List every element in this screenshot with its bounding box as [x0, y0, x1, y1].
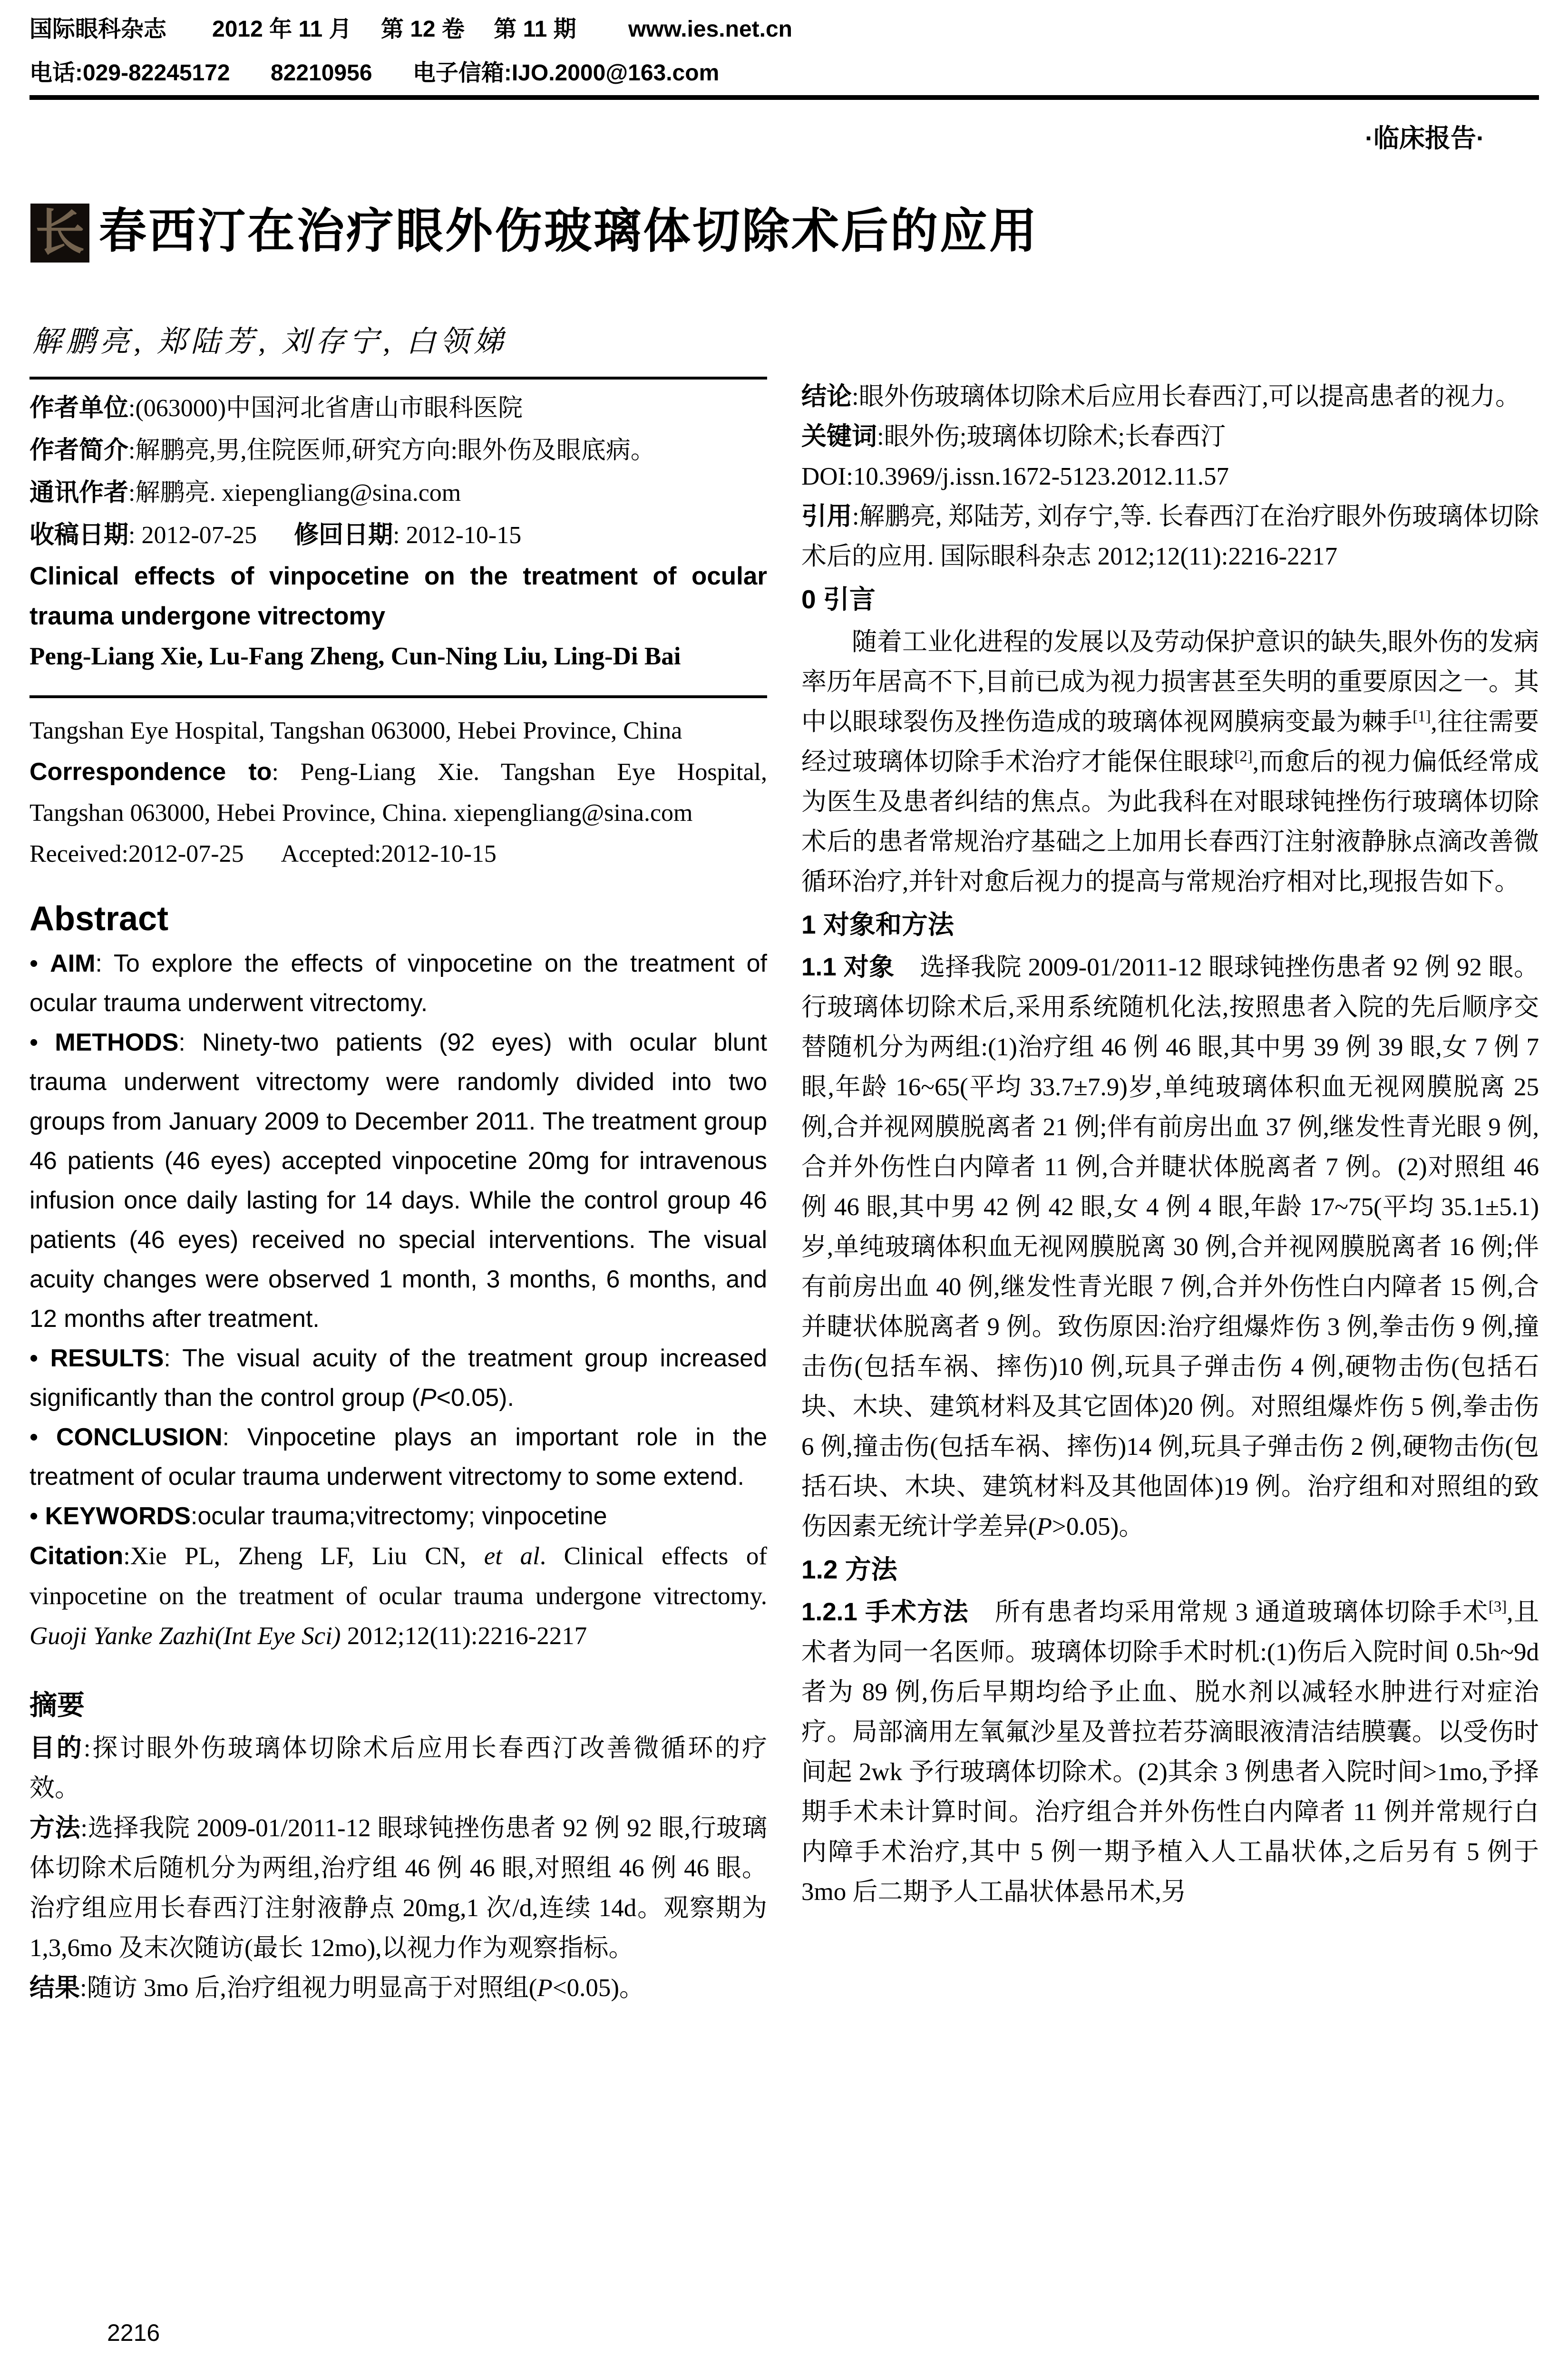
author-bio-cn: 作者简介:解鹏亮,男,住院医师,研究方向:眼外伤及眼底病。: [29, 437, 655, 464]
authors-en: Peng-Liang Xie, Lu-Fang Zheng, Cun-Ning Liu, Ling-Di Bai: [29, 643, 681, 670]
author-affiliation-cn: 作者单位:(063000)中国河北省唐山市眼科医院: [29, 394, 523, 422]
zhaiyao-results: 结果:随访 3mo 后,治疗组视力明显高于对照组(P<0.05)。: [29, 1974, 645, 2002]
zhaiyao-methods: 方法:选择我院 2009-01/2011-12 眼球钝挫伤患者 92 例 92 眼,行玻璃体切除术后随机分为两组,治疗组 46 例 46 眼,对照组 46 例 46 眼。治疗组应用长春西汀注射液静点 20mg,1 次/d,连续 14d。观察期为 1,3,6mo 及末次随访(最长 12mo),以视力作为观察指标。: [29, 1814, 767, 1962]
journal-header: [29, 8, 1539, 95]
conclusion-cn: 结论:眼外伤玻璃体切除术后应用长春西汀,可以提高患者的视力。: [801, 382, 1520, 410]
journal-header-line2: 电话:029-82245172 82210956 电子信箱:IJO.2000@163.com: [29, 60, 720, 86]
surgical-method-paragraph: 1.2.1 手术方法 所有患者均采用常规 3 通道玻璃体切除手术[3],且术者为同一名医师。玻璃体切除手术时机:(1)伤后入院时间 0.5h~9d 者为 89 例,伤后早期均给予止血、脱水剂以减轻水肿进行对症治疗。局部滴用左氧氟沙星及普拉若芬滴眼液清洁结膜囊。以受伤时间起 2wk 予行玻璃体切除术。(2)其余 3 例患者入院时间>1mo,予择期手术未计算时间。治疗组合并外伤性白内障者 11 例并常规行白内障手术治疗,其中 5 例一期予植入人工晶状体,之后另有 5 例于 3mo 后二期予人工晶状体悬吊术,另: [801, 1598, 1539, 1906]
section-1-2-heading: 1.2 方法: [801, 1555, 897, 1584]
introduction-paragraph: 随着工业化进程的发展以及劳动保护意识的缺失,眼外伤的发病率历年居高不下,目前已成为视力损害甚至失明的重要原因之一。其中以眼球裂伤及挫伤造成的玻璃体视网膜病变最为棘手[1],往往需要经过玻璃体切除手术治疗才能保住眼球[2],而愈后的视力偏低经常成为医生及患者纠结的焦点。为此我科在对眼球钝挫伤行玻璃体切除术后的患者常规治疗基础之上加用长春西汀注射液静脉点滴改善微循环治疗,并针对愈后视力的提高与常规治疗相对比,现报告如下。: [801, 628, 1539, 896]
zhaiyao-heading: 摘要: [29, 1690, 85, 1721]
authors-cn: 解鹏亮, 郑陆芳, 刘存宁, 白领娣: [32, 326, 508, 358]
affiliation-rule: [29, 695, 767, 698]
abstract-conclusion: • CONCLUSION: Vinpocetine plays an important role in the treatment of ocular trauma underwent vitrectomy to some extend.: [29, 1423, 767, 1490]
zhaiyao-aim: 目的:探讨眼外伤玻璃体切除术后应用长春西汀改善微循环的疗效。: [29, 1734, 767, 1802]
keywords-cn: 关键词:眼外伤;玻璃体切除术;长春西汀: [801, 422, 1226, 450]
section-label: ·临床报告·: [1365, 124, 1485, 153]
abstract-aim: • AIM: To explore the effects of vinpocetine on the treatment of ocular trauma underwent vitrectomy.: [29, 950, 767, 1017]
author-info-block: [29, 387, 767, 556]
dates-cn: 收稿日期: 2012-07-25 修回日期: 2012-10-15: [29, 521, 522, 549]
dates-en: Received:2012-07-25 Accepted:2012-10-15: [29, 840, 497, 867]
citation-en: Citation:Xie PL, Zheng LF, Liu CN, et al. Clinical effects of vinpocetine on the treatment of ocular trauma undergone vitrectomy. Guoji Yanke Zazhi(Int Eye Sci) 2012;12(11):2216-2217: [29, 1542, 767, 1650]
citation-cn: 引用:解鹏亮, 郑陆芳, 刘存宁,等. 长春西汀在治疗眼外伤玻璃体切除术后的应用. 国际眼科杂志 2012;12(11):2216-2217: [801, 502, 1539, 570]
title-dropcap: 长: [30, 204, 89, 263]
section-0-heading: 0 引言: [801, 585, 876, 614]
article-title: [30, 204, 1039, 263]
abstract-block: [29, 944, 767, 1536]
title-en: Clinical effects of vinpocetine on the treatment of ocular trauma undergone vitrectomy: [29, 562, 767, 630]
abstract-methods: • METHODS: Ninety-two patients (92 eyes) with ocular blunt trauma underwent vitrectomy were randomly divided into two groups from January 2009 to December 2011. The treatment group 46 patients (46 eyes) accepted vinpocetine 20mg for intravenous infusion once daily lasting for 14 days. While the control group 46 patients (46 eyes) received no special interventions. The visual acuity changes were observed 1 month, 3 months, 6 months, and 12 months after treatment.: [29, 1029, 767, 1333]
title-text-cn: 春西汀在治疗眼外伤玻璃体切除术后的应用: [99, 205, 1039, 258]
subjects-paragraph: 1.1 对象 选择我院 2009-01/2011-12 眼球钝挫伤患者 92 例 92 眼。行玻璃体切除术后,采用系统随机化法,按照患者入院的先后顺序交替随机分为两组:(1)治疗组 46 例 46 眼,其中男 39 例 39 眼,女 7 例 7 眼,年龄 16~65(平均 33.7±7.9)岁,单纯玻璃体积血无视网膜脱离 25 例,合并视网膜脱离者 21 例;伴有前房出血 37 例,继发性青光眼 9 例,合并外伤性白内障者 11 例,合并睫状体脱离者 7 例。(2)对照组 46 例 46 眼,其中男 42 例 42 眼,女 4 例 4 眼,年龄 17~75(平均 35.1±5.1)岁,单纯玻璃体积血无视网膜脱离 30 例,合并视网膜脱离者 16 例;伴有前房出血 40 例,继发性青光眼 7 例,合并外伤性白内障者 15 例,合并睫状体脱离者 9 例。致伤原因:治疗组爆炸伤 3 例,拳击伤 9 例,撞击伤(包括车祸、摔伤)10 例,玩具子弹击伤 4 例,硬物击伤(包括石块、木块、建筑材料及其它固体)20 例。对照组爆炸伤 5 例,拳击伤 6 例,撞击伤(包括车祸、摔伤)14 例,玩具子弹击伤 2 例,硬物击伤(包括石块、木块、建筑材料及其他固体)19 例。治疗组和对照组的致伤因素无统计学差异(P>0.05)。: [801, 953, 1539, 1540]
doi-line: DOI:10.3969/j.issn.1672-5123.2012.11.57: [801, 463, 1229, 490]
abstract-heading: Abstract: [29, 900, 169, 938]
right-column: [801, 377, 1539, 2322]
section-1-heading: 1 对象和方法: [801, 910, 954, 939]
zhaiyao-block: [29, 1728, 767, 2008]
corresponding-author-cn: 通讯作者:解鹏亮. xiepengliang@sina.com: [29, 479, 461, 507]
correspondence-en: Correspondence to: Peng-Liang Xie. Tangshan Eye Hospital, Tangshan 063000, Hebei Province, China. xiepengliang@sina.com: [29, 758, 767, 827]
affiliation-block: [29, 711, 767, 875]
abstract-keywords: • KEYWORDS:ocular trauma;vitrectomy; vinpocetine: [29, 1502, 607, 1530]
journal-header-line1: 国际眼科杂志 2012 年 11 月 第 12 卷 第 11 期 www.ies.net.cn: [29, 17, 792, 42]
page-number: 2216: [107, 2319, 160, 2346]
article-columns: [29, 377, 1539, 2322]
header-rule: [29, 95, 1539, 100]
affiliation-en: Tangshan Eye Hospital, Tangshan 063000, Hebei Province, China: [29, 717, 682, 744]
left-column: [29, 377, 767, 2322]
author-info-rule: [29, 377, 767, 380]
abstract-results: • RESULTS: The visual acuity of the treatment group increased significantly than the control group (P<0.05).: [29, 1344, 767, 1412]
